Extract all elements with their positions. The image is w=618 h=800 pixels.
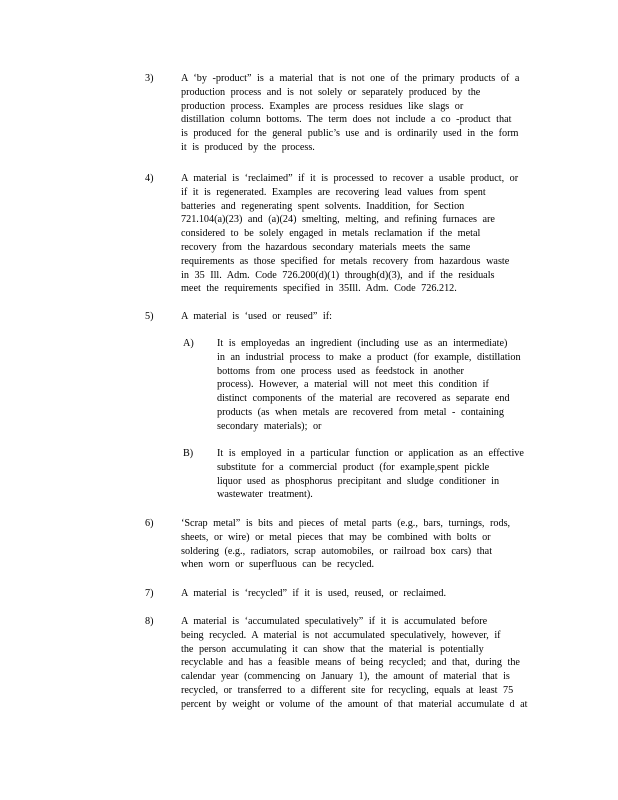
text-line: products (as when metals are recovered from metal - containing — [217, 406, 504, 418]
text-line: distillation column bottoms. The term does not include a co -product that — [181, 114, 512, 126]
text-line: process). However, a material will not meet this condition if — [217, 379, 489, 391]
item-number: 7) — [145, 588, 154, 599]
text-line: production process. Examples are process residues like slags or — [181, 100, 464, 112]
item-text — [181, 310, 545, 324]
text-line: meet the requirements specified in 35Ill. Adm. Code 726.212. — [181, 283, 457, 295]
text-line: calendar year (commencing on January 1), the amount of material that is — [181, 671, 510, 683]
subitem-number: B) — [183, 448, 194, 459]
item-number: 5) — [145, 311, 154, 322]
text-line: secondary materials); or — [217, 420, 322, 432]
text-line: distinct components of the material are recovered as separate end — [217, 393, 510, 405]
text-line: in 35 Ill. Adm. Code 726.200(d)(1) through(d)(3), and if the residuals — [181, 269, 495, 281]
item-text — [181, 587, 545, 601]
text-line: if it is regenerated. Examples are recovering lead values from spent — [181, 186, 486, 198]
text-line: ‘Scrap metal” is bits and pieces of metal parts (e.g., bars, turnings, rods, — [181, 518, 511, 529]
text-line: the person accumulating it can show that the material is potentially — [181, 643, 484, 655]
item-number: 4) — [145, 173, 154, 184]
text-line: bottoms from one process used as feedstock in another — [217, 365, 464, 377]
subitem-number: A) — [183, 338, 194, 349]
text-line: it is produced by the process. — [181, 141, 315, 153]
text-line: A material is ‘recycled” if it is used, reused, or reclaimed. — [181, 588, 447, 599]
text-line: A material is ‘accumulated speculatively” if it is accumulated before — [181, 616, 488, 627]
text-line: wastewater treatment). — [217, 489, 313, 501]
text-line: liquor used as phosphorus precipitant and sludge conditioner in — [217, 475, 500, 487]
text-line: in an industrial process to make a product (for example, distillation — [217, 351, 521, 363]
text-line: is produced for the general public’s use and is ordinarily used in the form — [181, 128, 519, 140]
text-line: requirements as those specified for metals recovery from hazardous waste — [181, 255, 510, 267]
subitem-text — [217, 337, 557, 434]
text-line: A ‘by -product” is a material that is not one of the primary products of a — [181, 73, 520, 84]
text-line: A material is ‘reclaimed” if it is processed to recover a usable product, or — [181, 173, 519, 184]
text-line: recovery from the hazardous secondary materials meets the same — [181, 241, 471, 253]
text-line: It is employed in a particular function or application as an effective — [217, 448, 524, 459]
item-number: 8) — [145, 616, 154, 627]
text-line: when worn or superfluous can be recycled. — [181, 559, 375, 571]
text-line: recycled, or transferred to a different site for recycling, equals at least 75 — [181, 684, 514, 696]
text-line: A material is ‘used or reused” if: — [181, 311, 332, 322]
text-line: sheets, or wire) or metal pieces that may be combined with bolts or — [181, 531, 491, 543]
text-line: soldering (e.g., radiators, scrap automobiles, or railroad box cars) that — [181, 545, 493, 557]
text-line: 721.104(a)(23) and (a)(24) smelting, melting, and refining furnaces are — [181, 214, 495, 226]
item-text — [181, 172, 545, 296]
text-line: production process and is not solely or separately produced by the — [181, 86, 481, 98]
text-line: batteries and regenerating spent solvents. Inaddition, for Section — [181, 200, 465, 212]
item-text — [181, 615, 545, 712]
item-text — [181, 517, 545, 572]
text-line: considered to be solely engaged in metals reclamation if the metal — [181, 228, 481, 240]
text-line: substitute for a commercial product (for example,spent pickle — [217, 461, 490, 473]
item-number: 3) — [145, 73, 154, 84]
text-line: percent by weight or volume of the amount of that material accumulate d at — [181, 698, 528, 710]
subitem-text — [217, 447, 557, 502]
item-number: 6) — [145, 518, 154, 529]
text-line: It is employedas an ingredient (including use as an intermediate) — [217, 338, 508, 349]
item-text — [181, 72, 545, 155]
text-line: recyclable and has a feasible means of being recycled; and that, during the — [181, 657, 520, 669]
text-line: being recycled. A material is not accumulated speculatively, however, if — [181, 629, 501, 641]
